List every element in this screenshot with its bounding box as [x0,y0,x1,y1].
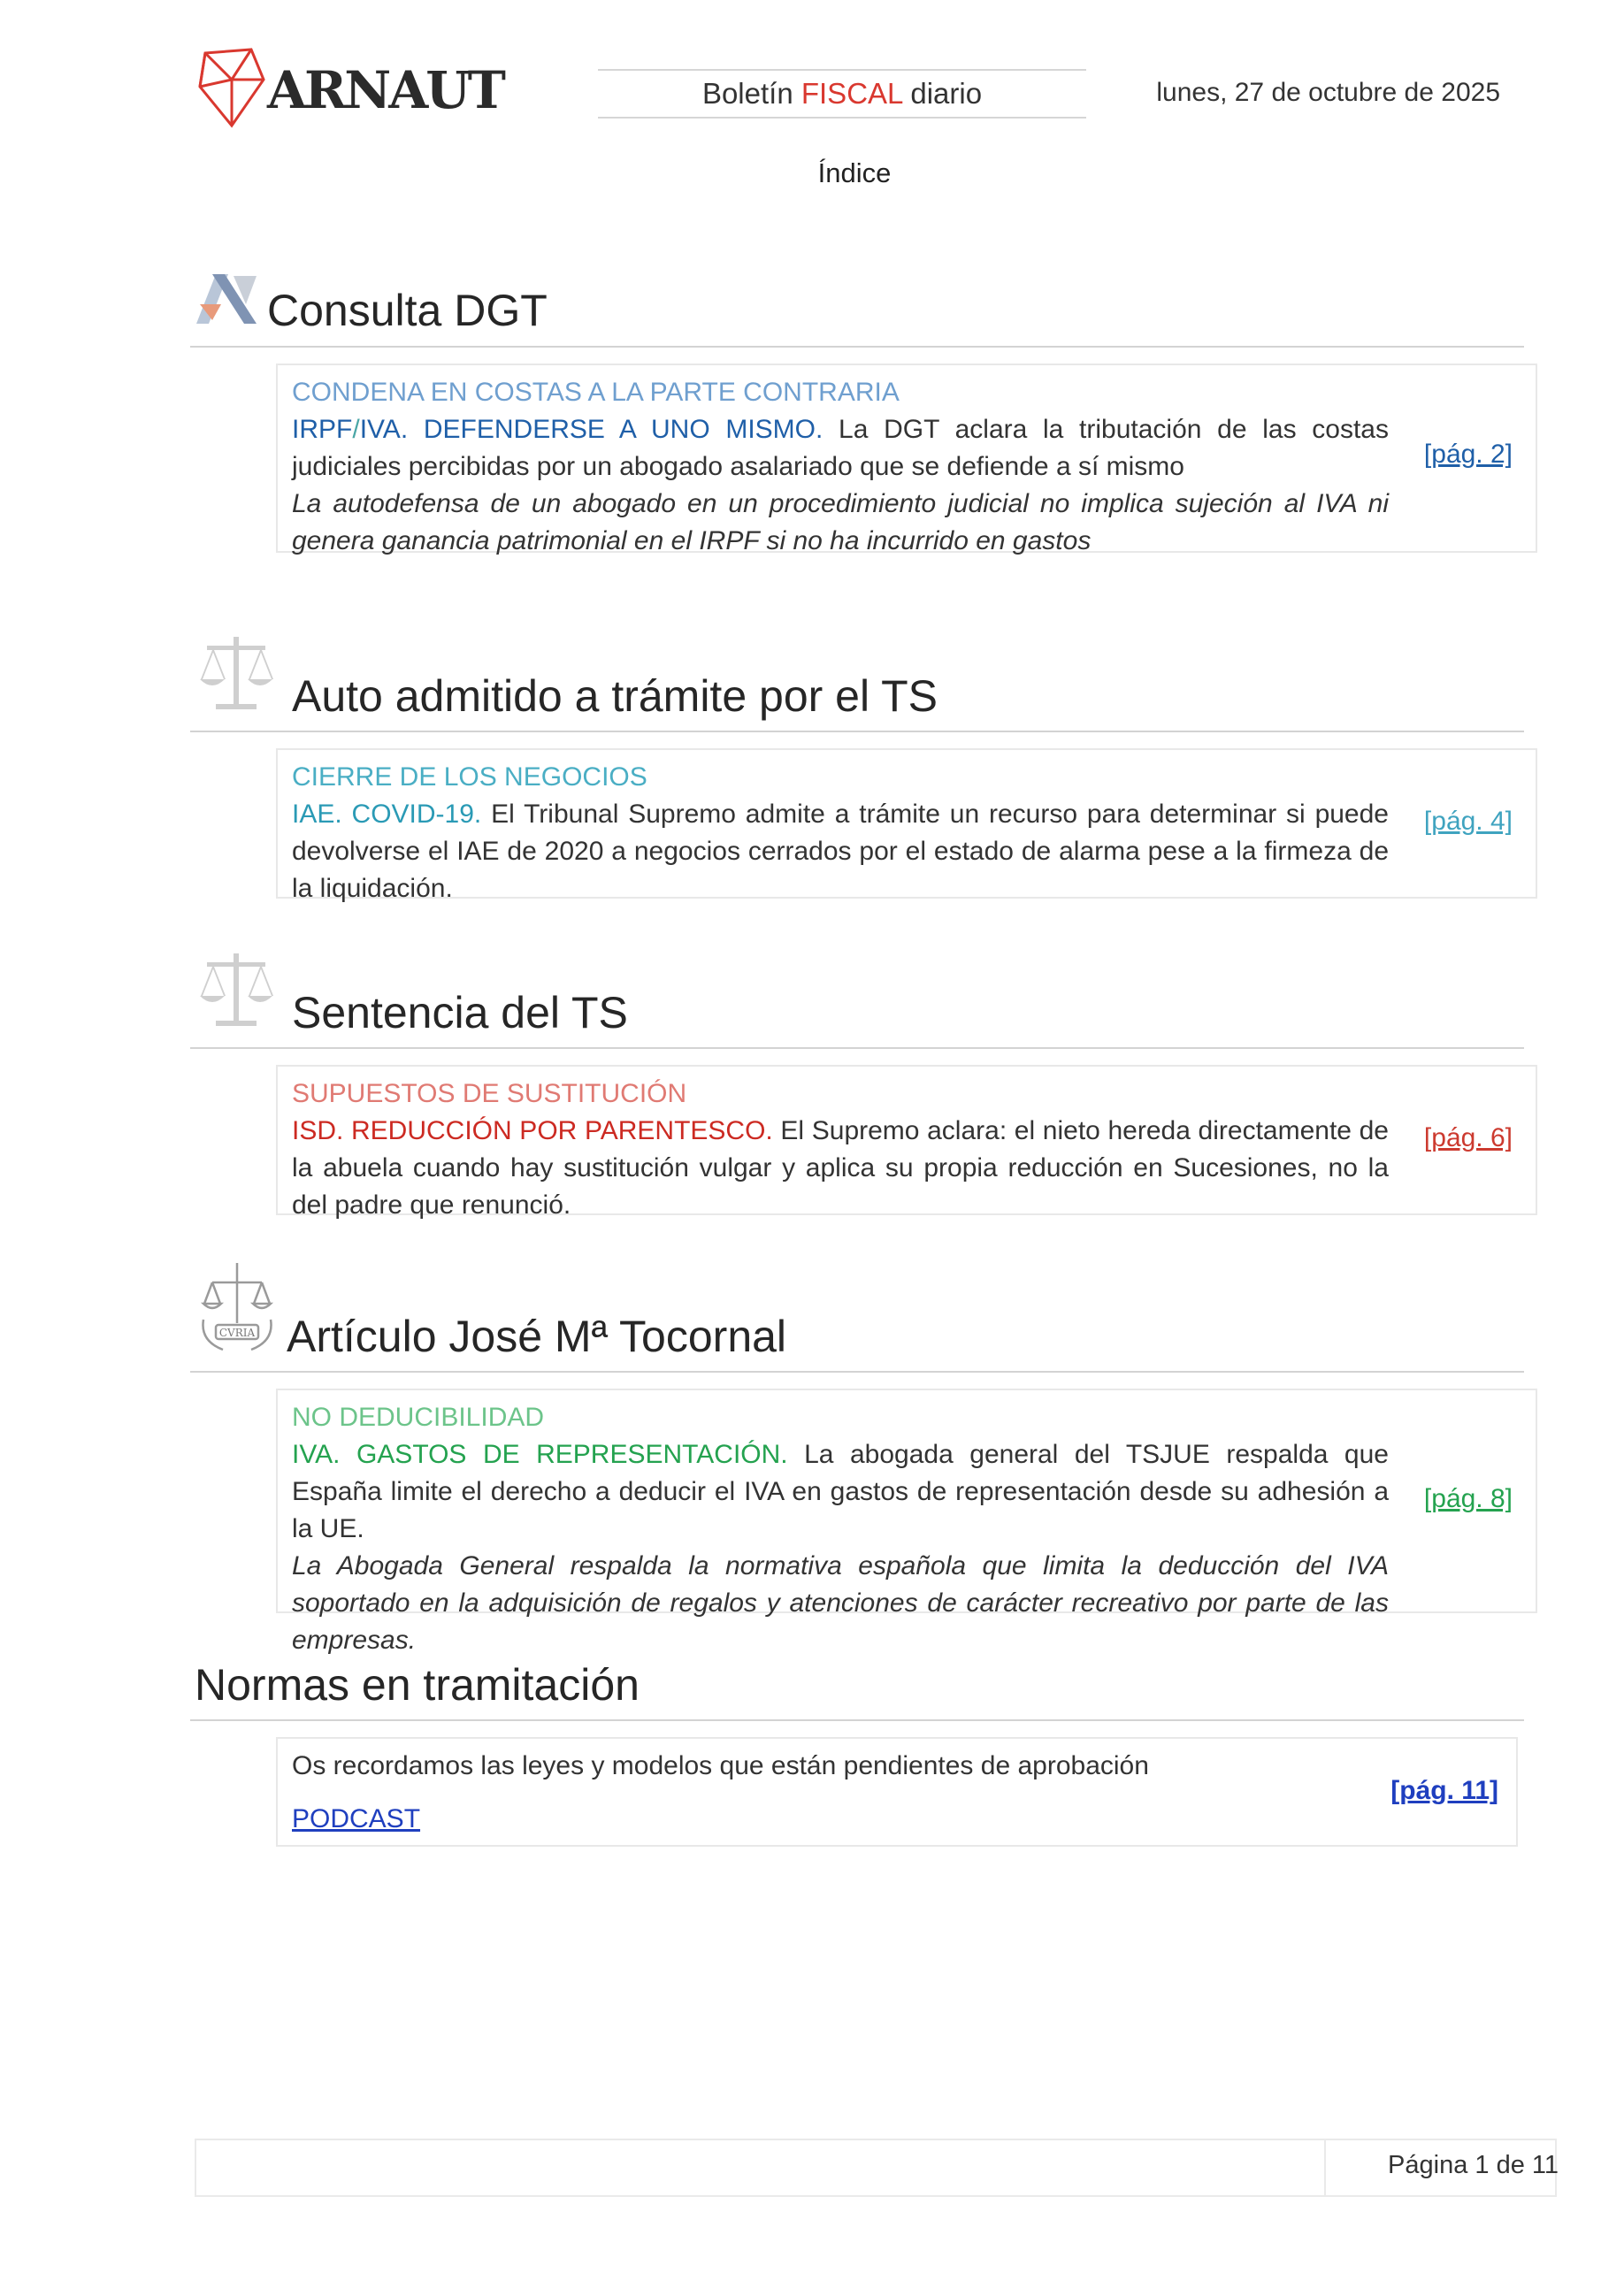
page-link[interactable]: [pág. 2] [1423,440,1513,469]
section-rule [190,1047,1524,1049]
section-title-articulo: Artículo José Mª Tocornal [287,1312,787,1361]
bulletin-title-accent: FISCAL [801,77,903,110]
page-link[interactable]: [pág. 4] [1423,807,1513,836]
brand-name: ARNAUT [267,60,503,120]
page-link[interactable]: [pág. 6] [1423,1123,1513,1152]
section-rule [190,346,1524,348]
section-title-consulta-dgt: Consulta DGT [267,286,548,335]
index-title: Índice [817,157,892,188]
bulletin-title-prefix: Boletín [701,77,801,110]
news-kicker: CONDENA EN COSTAS A LA PARTE CONTRARIA [292,378,900,407]
section-title-auto-ts: Auto admitido a trámite por el TS [292,671,938,721]
news-text: La abogada general del TSJUE respalda que España limite el derecho a deducir el IVA en gastos de representación desde su adhesión a la UE. [292,1440,1389,1543]
news-card-body [292,374,1389,560]
arnaut-logo [196,44,503,133]
news-card [276,748,1537,903]
logo-mark-icon [196,44,267,133]
news-text: El Tribunal Supremo admite a trámite un recurso para determinar si puede devolverse el IAE de 2020 a negocios cerrados por el estado de alarma pese a la firmeza de la liquidación. [292,800,1389,903]
news-text: La DGT aclara la tributación de las costas judiciales percibidas por un abogado asalariado que se defiende a sí mismo [292,415,1389,481]
news-kicker: SUPUESTOS DE SUSTITUCIÓN [292,1079,687,1108]
bulletin-date: lunes, 27 de octubre de 2025 [1156,78,1500,107]
news-subtitle: La Abogada General respalda la normativa española que limita la deducción del IVA soportado en la adquisición de regalos y atenciones de carácter recreativo por parte de las empresas. [292,1551,1389,1655]
page-link[interactable]: [pág. 8] [1423,1484,1513,1513]
news-card-body [292,759,1389,907]
news-kicker: NO DEDUCIBILIDAD [292,1403,545,1432]
news-card-body [292,1399,1389,1659]
page-link[interactable]: [pág. 11] [1390,1776,1498,1805]
bulletin-title-suffix: diario [902,77,983,110]
news-lead [292,415,823,444]
news-lead: IAE. COVID-19. [292,800,482,829]
news-card-body [292,1075,1389,1224]
section-rule [190,731,1524,732]
footer [195,2139,1557,2197]
news-card [276,1389,1537,1655]
news-lead-separator: / [352,415,360,444]
news-card [276,1737,1518,1847]
curia-seal-icon [196,1261,278,1358]
footer-divider [1324,2139,1326,2197]
news-card [276,1065,1537,1220]
seal-text: CVRIA [218,1327,256,1339]
bulletin-title [598,69,1086,119]
section-title-normas: Normas en tramitación [195,1660,640,1710]
normas-text: Os recordamos las leyes y modelos que están pendientes de aprobación [292,1751,1149,1780]
section-title-sentencia-ts: Sentencia del TS [292,988,628,1037]
scales-icon [198,950,274,1034]
news-text: El Supremo aclara: el nieto hereda directamente de la abuela cuando hay sustitución vulgar y aplica su propia reducción en Sucesiones, no la del padre que renunció. [292,1116,1389,1220]
agencia-tributaria-icon [195,269,258,332]
news-lead: ISD. REDUCCIÓN POR PARENTESCO. [292,1116,773,1145]
news-lead: IVA. GASTOS DE REPRESENTACIÓN. [292,1440,788,1469]
news-kicker: CIERRE DE LOS NEGOCIOS [292,762,647,792]
news-lead-part: IRPF [292,415,353,444]
news-subtitle: La autodefensa de un abogado en un procedimiento judicial no implica sujeción al IVA ni genera ganancia patrimonial en el IRPF si no ha incurrido en gastos [292,489,1389,555]
news-card [276,364,1537,553]
section-rule [190,1371,1524,1373]
news-card-body [292,1748,1389,1838]
section-rule [190,1719,1524,1721]
podcast-link[interactable]: PODCAST [292,1804,421,1833]
page-number: Página 1 de 11 [1388,2151,1559,2179]
scales-icon [198,633,274,717]
news-lead-part: IVA. DEFENDERSE A UNO MISMO. [359,415,823,444]
